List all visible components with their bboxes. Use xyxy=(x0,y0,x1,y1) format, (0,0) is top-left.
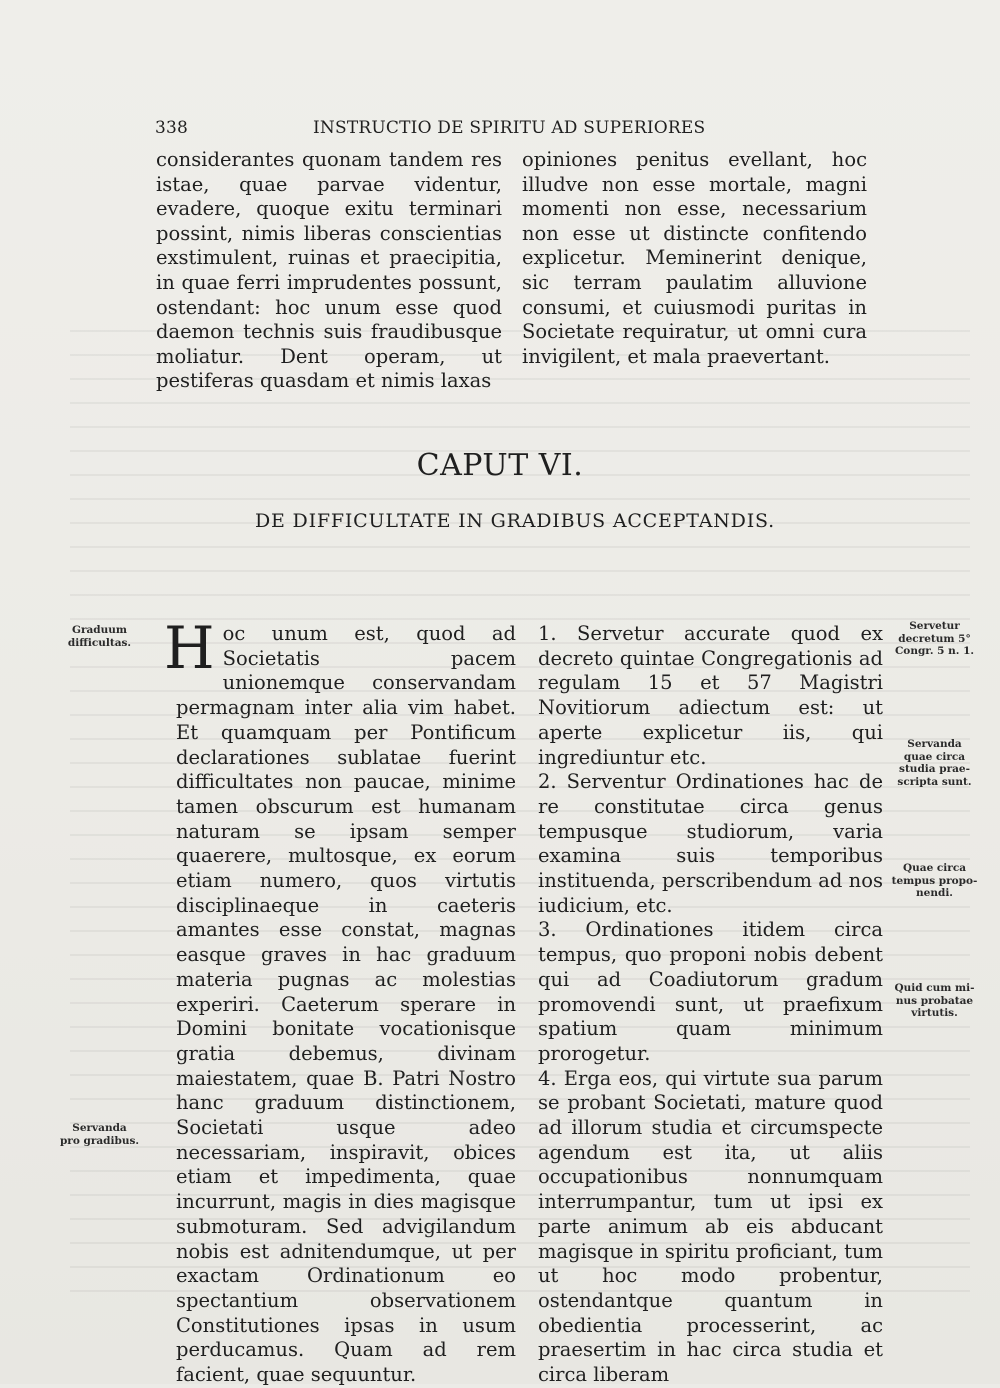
margin-note-servetur: Servetur decretum 5° Congr. 5 n. 1. xyxy=(894,620,975,657)
margin-note-servanda-gradibus: Servanda pro gradibus. xyxy=(59,1122,140,1147)
chapter-subtitle: DE DIFFICULTATE IN GRADIBUS ACCEPTANDIS. xyxy=(255,510,775,532)
numbered-paragraph-2: 2. Serventur Ordinationes hac de re constitutae circa genus tempusque studiorum, varia examina suis temporibus instituenda, perscribendum ad nos iudicium, etc. xyxy=(538,770,883,917)
numbered-paragraph-4: 4. Erga eos, qui virtute sua parum se probant Societati, mature quod ad illorum studia et circumspecte agendum est ita, ut aliis occupationibus nonnumquam interrumpantur, tum ut ipsi ex parte animum ab eis abducant magisque in spiritu proficiant, tum ut hoc modo probentur, ostendantque quantum in obedientia processerint, ac praesertim in hac circa studia et circa liberam xyxy=(538,1066,883,1387)
running-title: INSTRUCTIO DE SPIRITU AD SUPERIORES xyxy=(313,118,706,138)
margin-note-graduum: Graduum difficultas. xyxy=(67,624,132,649)
margin-note-quid-cum: Quid cum mi- nus probatae virtutis. xyxy=(894,982,975,1019)
numbered-paragraph-1: 1. Servetur accurate quod ex decreto quintae Congregationis ad regulam 15 et 57 Magistri Novitiorum adiectum est: ut aperte explicetur iis, qui ingrediuntur etc. xyxy=(538,622,883,769)
chapter-title: CAPUT VI. xyxy=(416,448,584,483)
margin-note-servanda-studia: Servanda quae circa studia prae- scripta sunt. xyxy=(897,738,972,788)
main-left-column xyxy=(164,614,516,1388)
top-right-column xyxy=(522,148,867,369)
page-number: 338 xyxy=(155,118,189,138)
top-left-column xyxy=(156,148,502,394)
margin-note-quae-circa: Quae circa tempus propo- nendi. xyxy=(891,862,978,899)
main-left-text: oc unum est, quod ad Societatis pacem unionemque conservandam permagnam inter alia vim habet. Et quamquam per Pontificum declarationes sublatae fuerint difficultates non paucae, minime tamen obscurum est humanam naturam se ipsam semper quaerere, multosque, ex eorum etiam numero, quos virtutis disciplinaeque in caeteris amantes esse constat, magnas easque graves in hac graduum materia pugnas ac molestias experiri. Caeterum sperare in Domini bonitate vocationisque gratia debemus, divinam maiestatem, quae B. Patri Nostro hanc graduum distinctionem, Societati usque adeo necessariam, inspiravit, obices etiam et impedimenta, quae incurrunt, magis in dies magisque submoturam. Sed advigilandum nobis est adnitendumque, ut per exactam Ordinationum eo spectantium observationem Constitutiones ipsas in usum perducamus. Quam ad rem facient, quae sequuntur. xyxy=(176,622,516,1387)
drop-cap-letter: H xyxy=(164,614,215,682)
main-right-column xyxy=(538,622,883,1388)
top-right-text: opiniones penitus evellant, hoc illudve non esse mortale, magni momenti non esse, necessarium non esse ut distincte confitendo explicetur. Meminerint denique, sic terram paulatim alluvione consumi, et cuiusmodi puritas in Societate requiratur, ut omni cura invigilent, et mala praevertant. xyxy=(522,148,867,368)
top-left-text: considerantes quonam tandem res istae, quae parvae videntur, evadere, quoque exitu terminari possint, nimis liberas conscientias exstimulent, ruinas et praecipitia, in quae ferri imprudentes possunt, ostendant: hoc unum esse quod daemon technis suis fraudibusque moliatur. Dent operam, ut pestiferas quasdam et nimis laxas xyxy=(156,148,502,393)
running-head xyxy=(155,118,715,140)
numbered-paragraph-3: 3. Ordinationes itidem circa tempus, quo proponi nobis debent qui ad Coadiutorum gradum promovendi sunt, ut praefixum spatium quam minimum prorogetur. xyxy=(538,918,883,1065)
